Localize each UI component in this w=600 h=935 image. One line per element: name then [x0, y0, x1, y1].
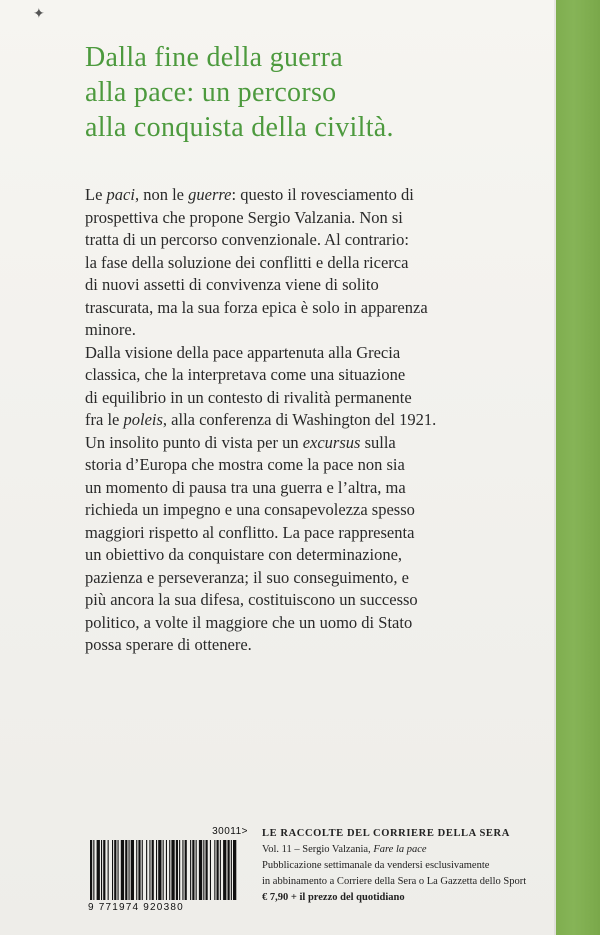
barcode	[84, 826, 248, 916]
cover-title	[85, 40, 545, 145]
blurb-line: fra le poleis, alla conferenza di Washington del 1921.	[85, 410, 437, 429]
blurb-line: un momento di pausa tra una guerra e l’altra, ma	[85, 477, 406, 497]
barcode-bar	[129, 840, 130, 900]
barcode-bar	[101, 840, 102, 900]
barcode-bar	[90, 840, 92, 900]
barcode-bar	[163, 840, 164, 900]
barcode-bar	[103, 840, 105, 900]
barcode-bar	[136, 840, 137, 900]
price-line: € 7,90 + il prezzo del quotidiano	[262, 892, 405, 903]
barcode-bar	[142, 840, 143, 900]
blurb-line: trascurata, ma la sua forza epica è solo in apparenza	[85, 297, 428, 317]
barcode-bar	[210, 840, 211, 900]
barcode-bar	[223, 840, 226, 900]
barcode-bar	[233, 840, 236, 900]
blurb-line: richieda un impegno e una consapevolezza spesso	[85, 500, 415, 519]
blurb-line: minore.	[85, 320, 136, 339]
barcode-bar	[125, 840, 127, 900]
barcode-bar	[192, 840, 194, 900]
blurb-line: più ancora la sua difesa, costituiscono un successo	[85, 590, 418, 609]
barcode-bar	[231, 840, 232, 900]
publication-line: in abbinamento a Corriere della Sera o La Gazzetta dello Sport	[262, 876, 527, 887]
blurb-line: Dalla visione della pace appartenuta alla Grecia	[85, 342, 401, 362]
blurb-line: Un insolito punto di vista per un excursus sulla	[85, 432, 396, 452]
barcode-bar	[203, 840, 204, 900]
barcode-bar	[228, 840, 230, 900]
publication-info	[262, 826, 552, 906]
barcode-bar	[118, 840, 119, 900]
blurb-line: un obiettivo da conquistare con determinazione,	[85, 545, 403, 564]
barcode-bar	[196, 840, 197, 900]
barcode-bar	[121, 840, 124, 900]
barcode-bar	[176, 840, 178, 900]
barcode-bar	[220, 840, 221, 900]
barcode-bar	[158, 840, 161, 900]
barcode-bar	[199, 840, 202, 900]
blurb-line: pazienza e perseveranza; il suo conseguimento, e	[85, 567, 409, 587]
barcode-bar	[217, 840, 219, 900]
barcode-bar	[112, 840, 113, 900]
barcode-bar	[185, 840, 187, 900]
barcode-bar	[182, 840, 183, 900]
green-spine	[556, 0, 600, 935]
barcode-bar	[152, 840, 154, 900]
title-line: alla conquista della civiltà.	[85, 112, 394, 143]
barcode-bar	[179, 840, 180, 900]
barcode-bar	[156, 840, 157, 900]
blurb-line: classica, che la interpretava come una situazione	[85, 365, 406, 384]
blurb-line: storia d’Europa che mostra come la pace non sia	[85, 455, 405, 474]
barcode-bar	[108, 840, 109, 900]
barcode-bar	[171, 840, 174, 900]
publication-line: Pubblicazione settimanale da vendersi esclusivamente	[262, 860, 490, 871]
blurb-line: tratta di un percorso convenzionale. Al contrario:	[85, 230, 409, 249]
corner-mark: ✦	[33, 6, 45, 22]
barcode-bar	[166, 840, 167, 900]
barcode-bar	[93, 840, 94, 900]
volume-line: Vol. 11 – Sergio Valzania, Fare la pace	[262, 844, 427, 855]
blurb-line: politico, a volte il maggiore che un uomo di Stato	[85, 612, 413, 632]
barcode-bar	[114, 840, 116, 900]
barcode-bar	[131, 840, 134, 900]
blurb	[85, 184, 545, 657]
barcode-addon: 30011>	[212, 826, 248, 837]
barcode-bar	[146, 840, 147, 900]
series-name: LE RACCOLTE DEL CORRIERE DELLA SERA	[262, 828, 510, 839]
title-line: Dalla fine della guerra	[85, 42, 343, 73]
blurb-line: possa sperare di ottenere.	[85, 635, 252, 654]
blurb-line: maggiori rispetto al conflitto. La pace rappresenta	[85, 522, 415, 542]
barcode-bars	[88, 840, 238, 900]
title-line: alla pace: un percorso	[85, 77, 337, 108]
barcode-bar	[149, 840, 150, 900]
barcode-bar	[169, 840, 170, 900]
blurb-line: prospettiva che propone Sergio Valzania. Non si	[85, 207, 403, 227]
blurb-line: di equilibrio in un contesto di rivalità permanente	[85, 387, 412, 407]
barcode-bar	[97, 840, 100, 900]
blurb-line: la fase della soluzione dei conflitti e della ricerca	[85, 252, 409, 272]
barcode-bar	[206, 840, 208, 900]
barcode-bar	[138, 840, 140, 900]
blurb-line: Le paci, non le guerre: questo il rovesciamento di	[85, 185, 414, 204]
barcode-bar	[190, 840, 191, 900]
blurb-line: di nuovi assetti di convivenza viene di solito	[85, 275, 379, 294]
barcode-bar	[214, 840, 215, 900]
barcode-number: 9 771974 920380	[88, 902, 184, 913]
